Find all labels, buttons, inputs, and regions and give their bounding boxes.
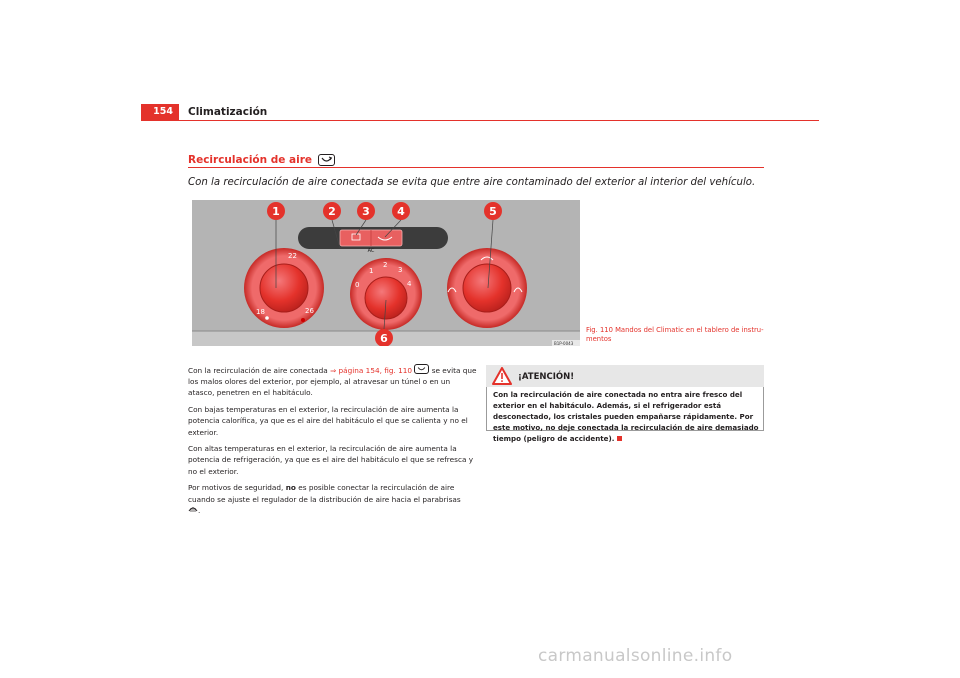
paragraph-4: Por motivos de seguridad, no es posible conectar la recirculación de aire cuando se ajuste el regulador de la distribución de aire hacia el parabrisas . [188,483,461,515]
temp-label-22: 22 [288,252,297,260]
callout-label-6: 6 [380,332,388,345]
watermark: carmanualsonline.info [538,646,733,666]
air-recirculation-icon [318,154,335,166]
temperature-knob [260,264,308,312]
figure-caption: Fig. 110 Mandos del Climatic en el tablero de instru-mentos [586,326,764,343]
section-rule [188,167,764,168]
windshield-defrost-icon [188,506,198,513]
page-reference-link[interactable]: página 154, fig. 110 [336,366,413,375]
header-rule [141,120,819,121]
callout-label-5: 5 [489,205,497,218]
callout-label-3: 3 [362,205,370,218]
page-number: 154 [141,104,179,120]
body-text [188,364,478,521]
page-reference-arrow: ⇒ [330,366,337,375]
paragraph-2: Con bajas temperaturas en el exterior, la recirculación de aire aumenta la potencia calorífica, ya que es el aire del habitáculo el que se calienta y no el exterior. [188,405,468,437]
ac-label: AC [367,248,375,254]
figure-code: B1P-0043 [554,341,574,346]
warning-triangle-icon [492,367,512,385]
intro-text: Con la recirculación de aire conectada se evita que entre aire contaminado del exterior al interior del vehículo. [188,177,756,188]
callout-label-1: 1 [272,205,280,218]
section-end-marker [617,436,622,441]
chapter-title: Climatización [188,106,268,118]
paragraph-1: Con la recirculación de aire conectada ⇒ página 154, fig. 110 se evita que los malos olores del exterior, por ejemplo, al atravesar un túnel o en un atasco, penetren en el habitáculo. [188,366,477,398]
air-recirculation-icon [414,364,429,374]
air-distribution-knob [463,264,511,312]
warning-title: ¡ATENCIÓN! [518,372,575,382]
climatic-controls-figure [192,200,580,346]
fan-label-2: 2 [383,261,388,269]
temp-label-26: 26 [305,307,314,315]
fan-label-3: 3 [398,266,403,274]
fan-label-1: 1 [369,267,374,275]
fan-knob [365,277,407,319]
paragraph-3: Con altas temperaturas en el exterior, la recirculación de aire aumenta la potencia de refrigeración, ya que es el aire del habitáculo el que se refresca y no el exterior. [188,444,474,476]
callout-label-4: 4 [397,205,405,218]
warning-text: Con la recirculación de aire conectada no entra aire fresco del exterior en el habitáculo. Además, si el refrigerador está desconectado, los cristales pueden empañarse rápidamente. Por este motivo, no deje conectada la recirculación de aire demasiado tiempo (peligro de accidente). [493,390,759,443]
section-title-text: Recirculación de aire [188,154,313,166]
fan-label-4: 4 [407,280,412,288]
temp-label-18: 18 [256,308,265,316]
fan-label-0: 0 [355,281,360,289]
section-title [188,154,335,166]
callout-label-2: 2 [328,205,336,218]
